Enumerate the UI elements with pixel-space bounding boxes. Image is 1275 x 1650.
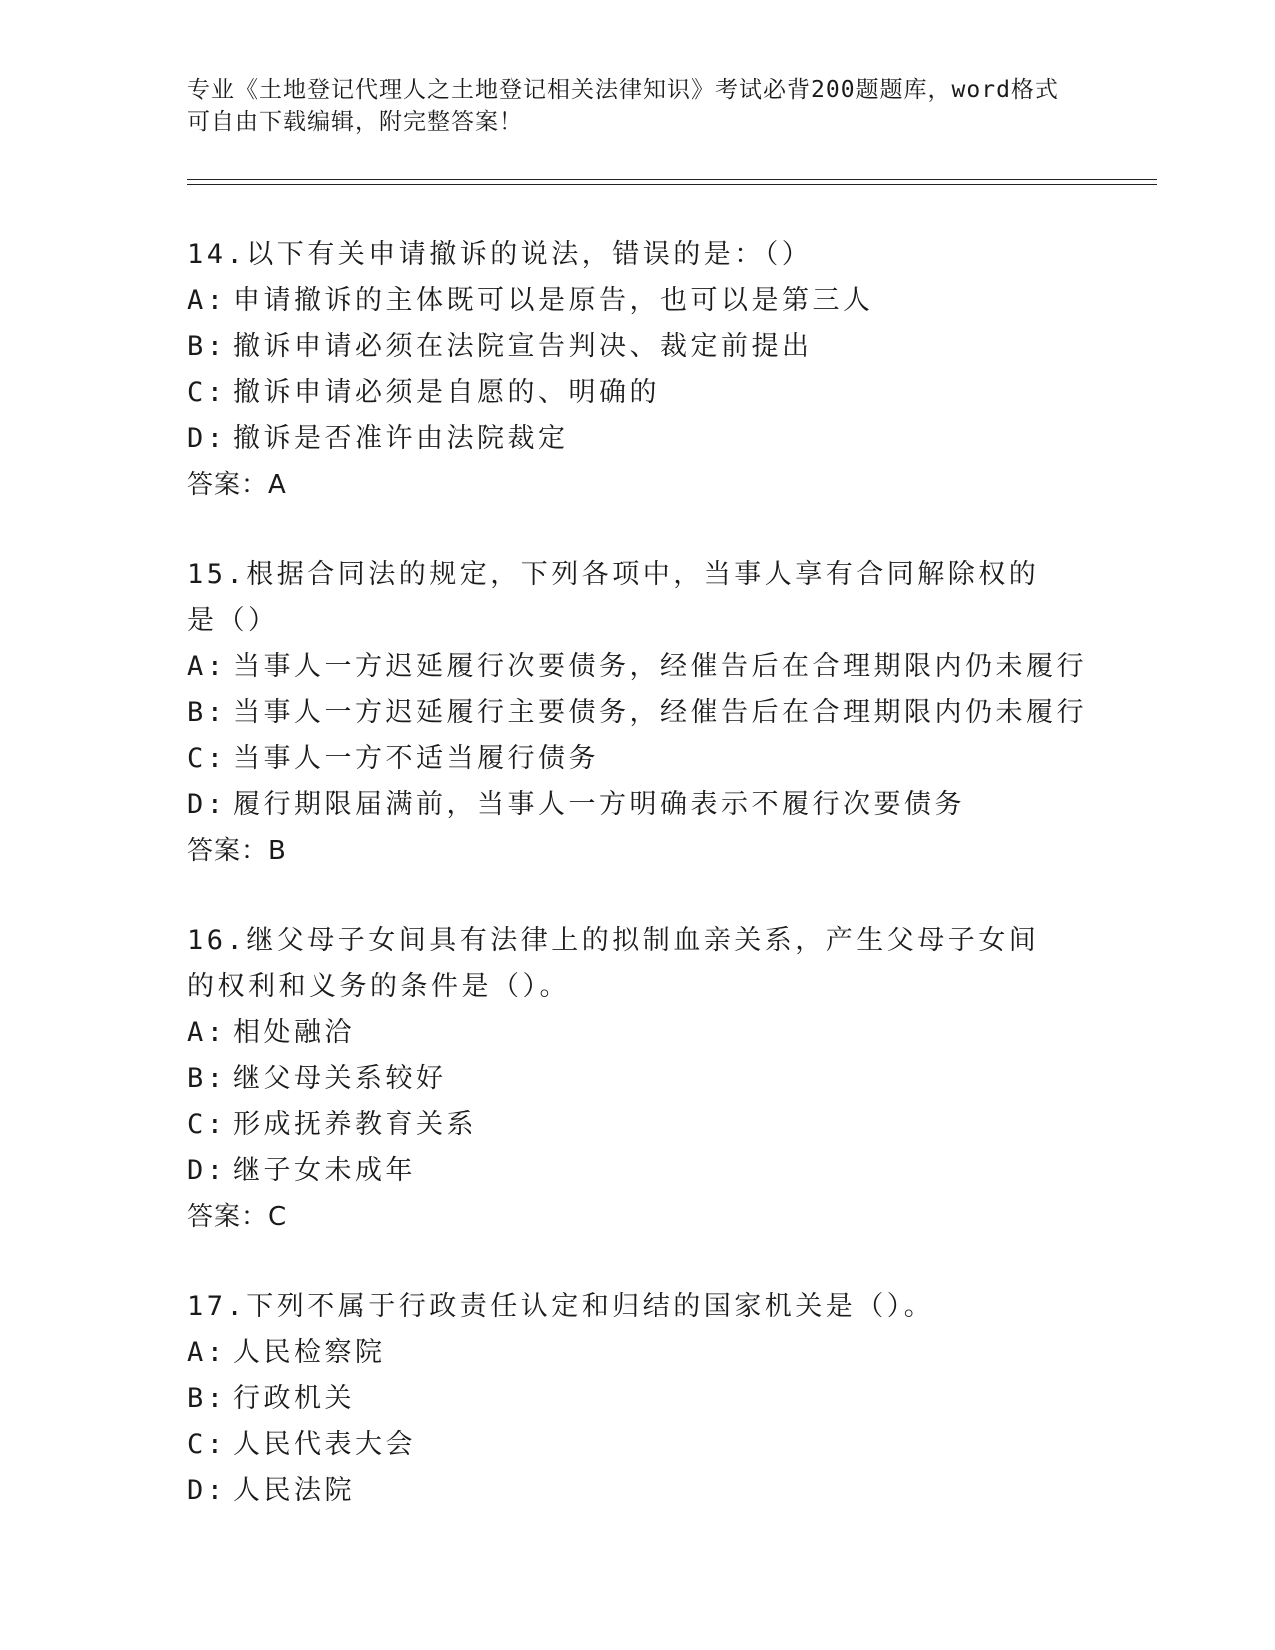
answer-line: 答案：C bbox=[187, 1202, 288, 1232]
option-text: 当事人一方不适当履行债务 bbox=[233, 743, 599, 774]
option-text: 继子女未成年 bbox=[233, 1155, 416, 1186]
option-letter: A: bbox=[187, 1337, 227, 1368]
answer-line: 答案：B bbox=[187, 836, 287, 866]
option-text: 相处融洽 bbox=[233, 1017, 355, 1048]
header-rule-top bbox=[187, 179, 1157, 180]
option-text: 撤诉申请必须是自愿的、明确的 bbox=[233, 377, 660, 408]
option-b bbox=[187, 690, 1087, 736]
option-d bbox=[187, 782, 1087, 828]
option-a bbox=[187, 1330, 1087, 1376]
option-text: 当事人一方迟延履行次要债务，经催告后在合理期限内仍未履行 bbox=[233, 651, 1087, 682]
question-stem: 17.下列不属于行政责任认定和归结的国家机关是（）。 bbox=[187, 1291, 935, 1322]
question-list bbox=[187, 232, 1087, 1558]
option-c bbox=[187, 1422, 1087, 1468]
option-b bbox=[187, 1376, 1087, 1422]
question-17 bbox=[187, 1284, 1087, 1514]
option-text: 人民检察院 bbox=[233, 1337, 386, 1368]
question-stem: 15.根据合同法的规定，下列各项中，当事人享有合同解除权的是（） bbox=[187, 559, 1040, 636]
question-stem: 14.以下有关申请撤诉的说法，错误的是：（） bbox=[187, 239, 813, 270]
option-a bbox=[187, 278, 1087, 324]
option-a bbox=[187, 644, 1087, 690]
option-text: 当事人一方迟延履行主要债务，经催告后在合理期限内仍未履行 bbox=[233, 697, 1087, 728]
option-d bbox=[187, 1468, 1087, 1514]
option-letter: B: bbox=[187, 1063, 227, 1094]
option-d bbox=[187, 1148, 1087, 1194]
question-15 bbox=[187, 552, 1087, 874]
option-text: 继父母关系较好 bbox=[233, 1063, 447, 1094]
option-letter: C: bbox=[187, 1109, 227, 1140]
option-text: 申请撤诉的主体既可以是原告，也可以是第三人 bbox=[233, 285, 874, 316]
option-c bbox=[187, 1102, 1087, 1148]
question-stem: 16.继父母子女间具有法律上的拟制血亲关系，产生父母子女间的权利和义务的条件是（）。 bbox=[187, 925, 1040, 1002]
option-letter: D: bbox=[187, 423, 227, 454]
document-header: 专业《土地登记代理人之土地登记相关法律知识》考试必背200题题库，word格式可自由下载编辑，附完整答案！ bbox=[187, 77, 1059, 135]
option-a bbox=[187, 1010, 1087, 1056]
question-16 bbox=[187, 918, 1087, 1240]
option-c bbox=[187, 736, 1087, 782]
option-letter: D: bbox=[187, 1475, 227, 1506]
option-letter: D: bbox=[187, 789, 227, 820]
question-14 bbox=[187, 232, 1087, 508]
option-text: 撤诉申请必须在法院宣告判决、裁定前提出 bbox=[233, 331, 813, 362]
option-letter: B: bbox=[187, 697, 227, 728]
option-text: 人民法院 bbox=[233, 1475, 355, 1506]
answer-line: 答案：A bbox=[187, 470, 287, 500]
option-c bbox=[187, 370, 1087, 416]
option-text: 行政机关 bbox=[233, 1383, 355, 1414]
option-b bbox=[187, 1056, 1087, 1102]
option-letter: D: bbox=[187, 1155, 227, 1186]
option-letter: C: bbox=[187, 377, 227, 408]
option-letter: A: bbox=[187, 651, 227, 682]
option-letter: B: bbox=[187, 331, 227, 362]
option-b bbox=[187, 324, 1087, 370]
option-text: 形成抚养教育关系 bbox=[233, 1109, 477, 1140]
option-letter: B: bbox=[187, 1383, 227, 1414]
option-text: 撤诉是否准许由法院裁定 bbox=[233, 423, 569, 454]
option-text: 人民代表大会 bbox=[233, 1429, 416, 1460]
option-letter: C: bbox=[187, 1429, 227, 1460]
option-text: 履行期限届满前，当事人一方明确表示不履行次要债务 bbox=[233, 789, 965, 820]
header-rule-bottom bbox=[187, 184, 1157, 185]
option-letter: A: bbox=[187, 1017, 227, 1048]
option-d bbox=[187, 416, 1087, 462]
option-letter: A: bbox=[187, 285, 227, 316]
option-letter: C: bbox=[187, 743, 227, 774]
